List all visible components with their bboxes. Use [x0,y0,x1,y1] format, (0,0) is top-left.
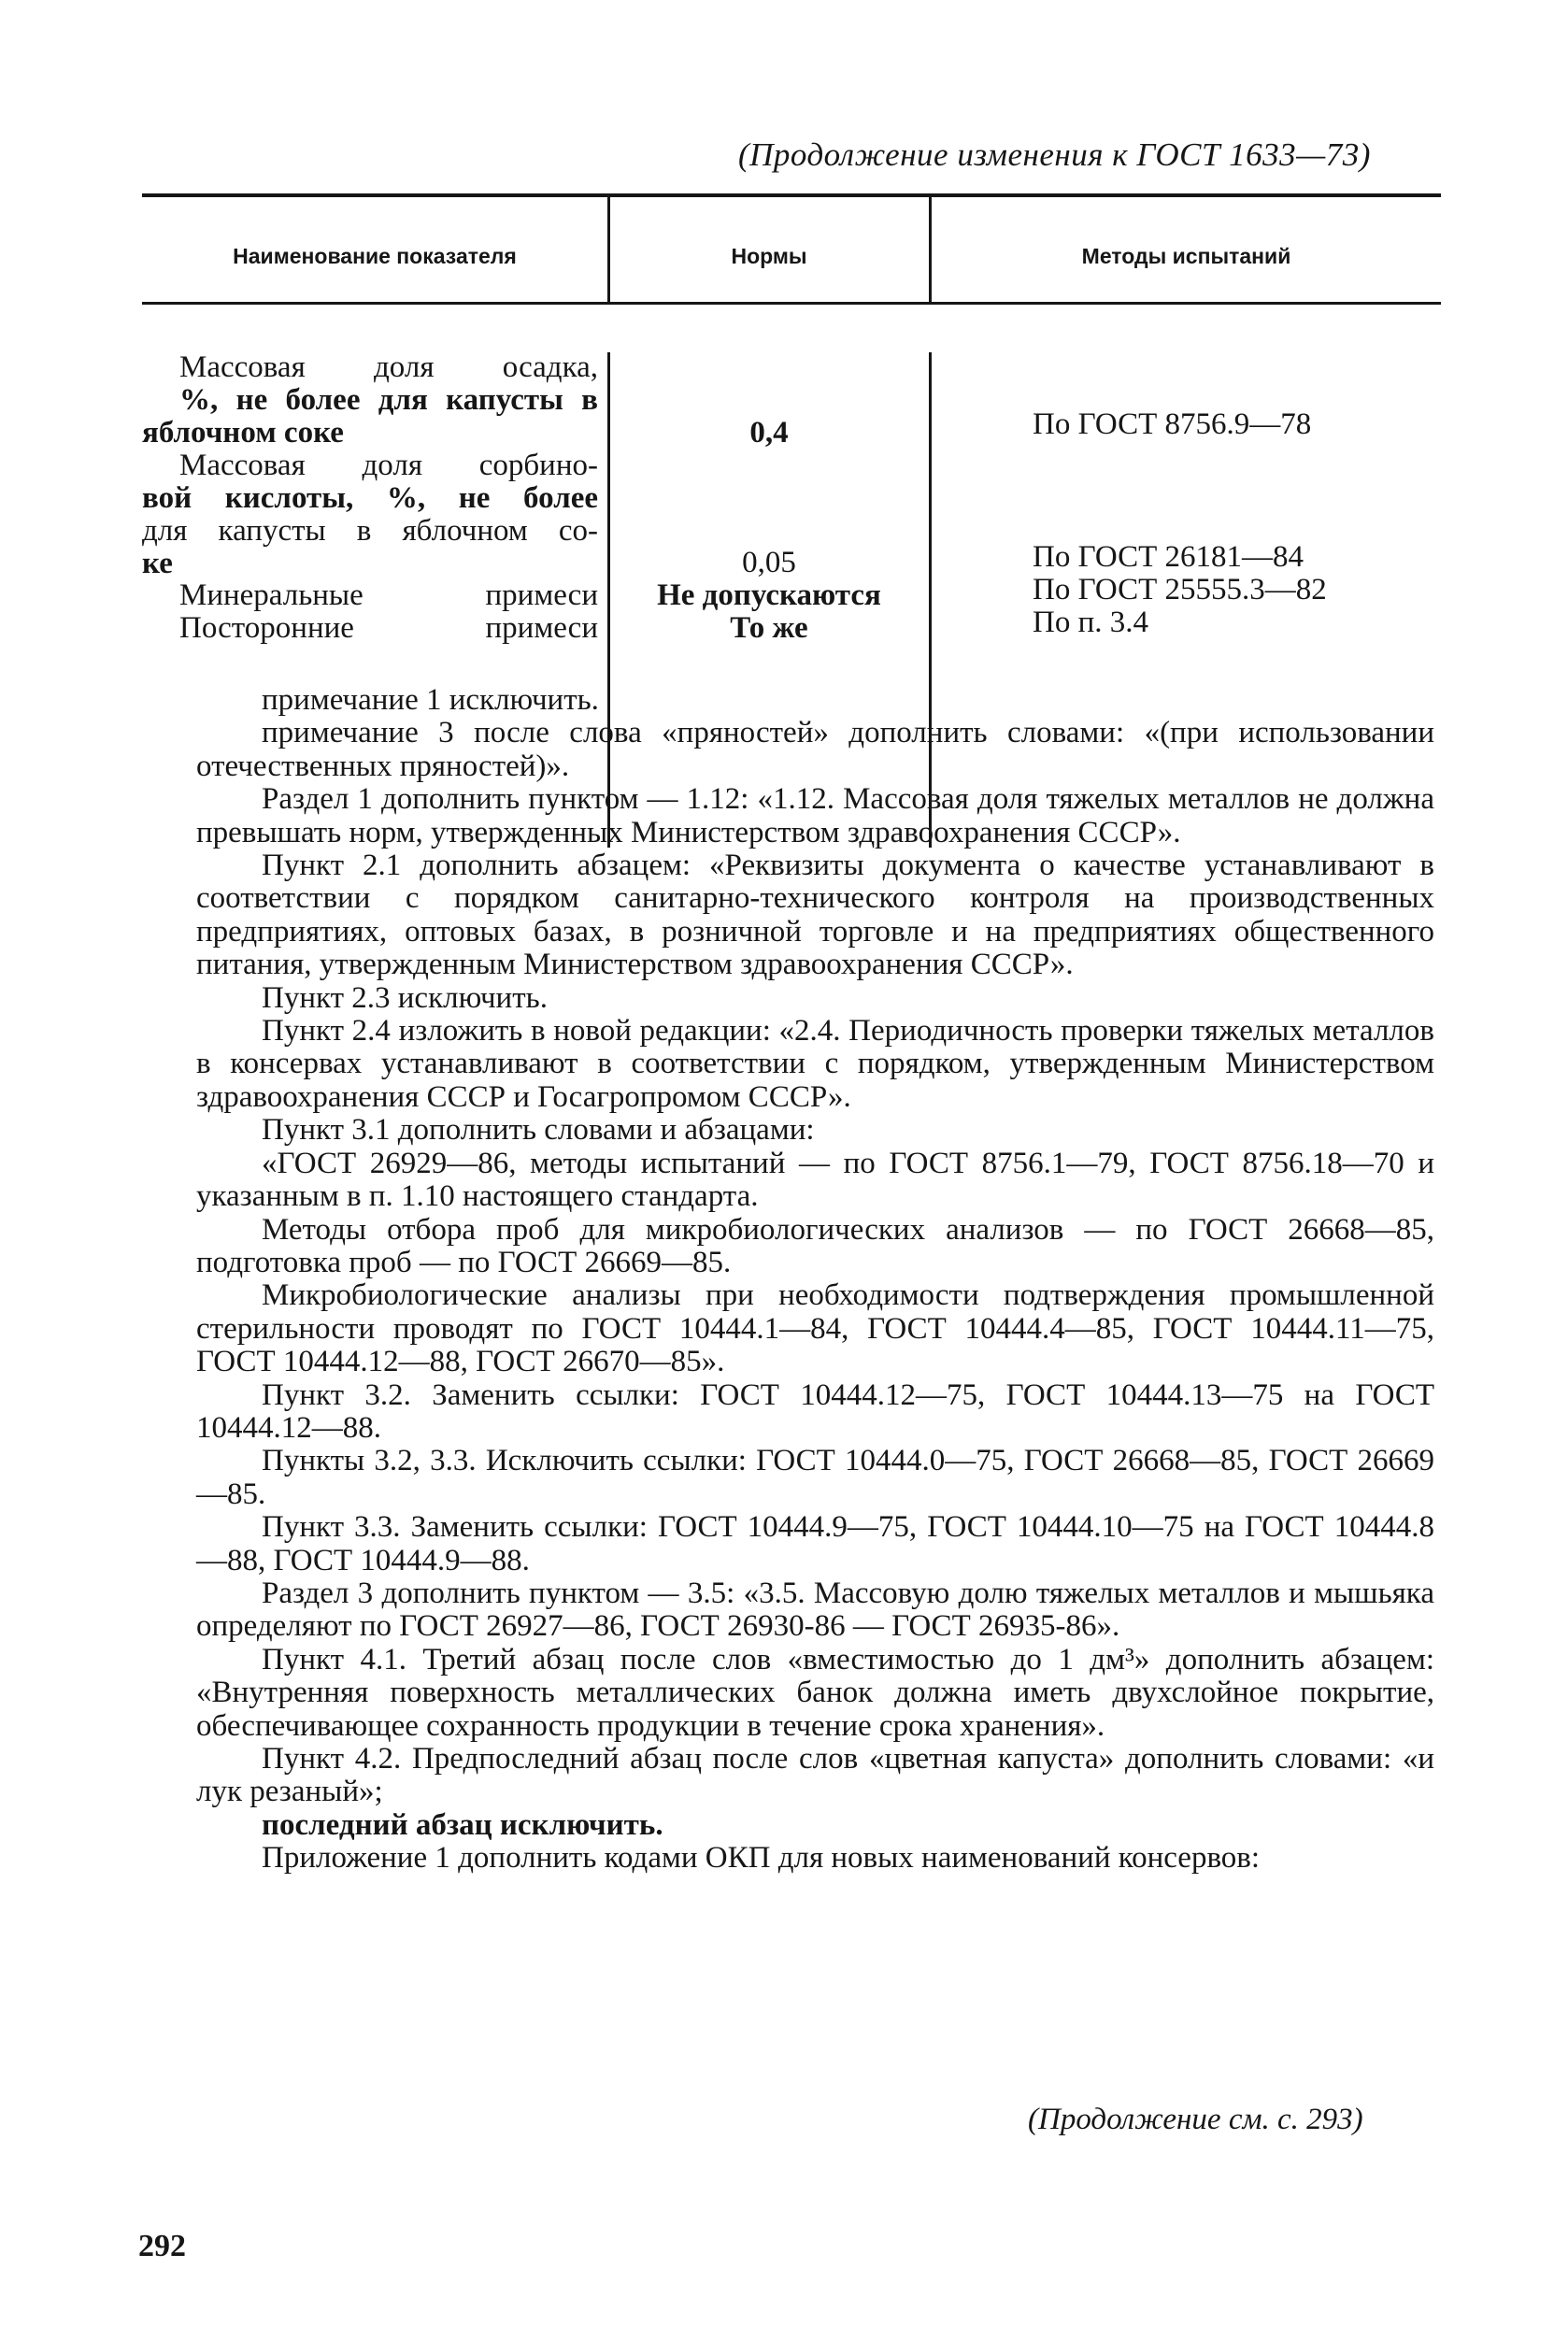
row-name-line: для капусты в яблочном со- [142,514,598,548]
header-test-methods: Методы испытаний [1081,244,1291,268]
row-method: По п. 3.4 [1033,606,1148,639]
row-name-line: Минеральные примеси [179,578,598,612]
paragraph: примечание 3 после слова «пряностей» дополнить словами: «(при использовании отечественных пряностей)». [196,716,1434,783]
paragraph: Пункт 3.2. Заменить ссылки: ГОСТ 10444.12—75, ГОСТ 10444.13—75 на ГОСТ 10444.12—88. [196,1377,1434,1445]
paragraph: Пункт 3.1 дополнить словами и абзацами: [262,1113,815,1148]
row-method: По ГОСТ 26181—84 [1033,540,1304,574]
row-name-line: яблочном соке [142,416,344,449]
table-header-rule [142,302,1441,305]
paragraph: Пункт 3.3. Заменить ссылки: ГОСТ 10444.9—75, ГОСТ 10444.10—75 на ГОСТ 10444.8—88, ГОСТ 10444.9—88. [196,1510,1434,1577]
paragraph: Пункты 3.2, 3.3. Исключить ссылки: ГОСТ 10444.0—75, ГОСТ 26668—85, ГОСТ 26669—85. [196,1444,1434,1511]
row-name-line: Массовая доля сорбино- [179,449,598,482]
row-name-line: Посторонние примеси [179,611,598,645]
row-norm: Не допускаются [657,578,881,612]
row-name-line: вой кислоты, %, не более [142,481,598,515]
paragraph: Методы отбора проб для микробиологических анализов — по ГОСТ 26668—85, подготовка проб — по ГОСТ 26669—85. [196,1212,1434,1279]
paragraph: Микробиологические анализы при необходимости подтверждения промышленной стерильности проводят по ГОСТ 10444.1—84, ГОСТ 10444.4—85, ГОСТ 10444.11—75, ГОСТ 10444.12—88, ГОСТ 26670—85». [196,1278,1434,1379]
page-number: 292 [138,2229,186,2263]
paragraph: примечание 1 исключить. [262,683,599,717]
paragraph: последний абзац исключить. [262,1807,663,1842]
row-method: По ГОСТ 25555.3—82 [1033,573,1327,606]
paragraph: «ГОСТ 26929—86, методы испытаний — по ГОСТ 8756.1—79, ГОСТ 8756.18—70 и указанным в п. 1.10 настоящего стандарта. [196,1146,1434,1214]
row-name-line: ке [142,547,173,580]
row-name-line: %, не более для капусты в [179,383,598,417]
paragraph: Пункт 2.1 дополнить абзацем: «Реквизиты документа о качестве устанавливают в соответствии с порядком санитарно-технического контроля на производственных предприятиях, оптовых базах, в розничной торговле и на предприятиях общественного питания, утвержденным Министерством здравоохранения СССР». [196,849,1434,982]
row-norm: 0,05 [742,546,796,579]
row-method: По ГОСТ 8756.9—78 [1033,407,1312,441]
row-name-line: Массовая доля осадка, [179,350,598,384]
paragraph: Пункт 2.4 изложить в новой редакции: «2.4. Периодичность проверки тяжелых металлов в консервах устанавливают в соответствии с порядком, утвержденным Министерством здравоохранения СССР и Госагропромом СССР». [196,1014,1434,1114]
header-norms: Нормы [731,244,807,268]
row-norm: 0,4 [749,416,789,449]
table-top-rule [142,193,1441,197]
header-indicator-name: Наименование показателя [233,244,517,268]
amendment-text [196,684,1434,1876]
running-head: (Продолжение изменения к ГОСТ 1633—73) [738,136,1371,173]
paragraph: Приложение 1 дополнить кодами ОКП для новых наименований консервов: [262,1841,1261,1876]
paragraph: Пункт 4.2. Предпоследний абзац после слов «цветная капуста» дополнить словами: «и лук резаный»; [196,1742,1434,1809]
continued-note: (Продолжение см. с. 293) [1028,2103,1363,2136]
paragraph: Пункт 2.3 исключить. [262,980,548,1015]
paragraph: Раздел 1 дополнить пунктом — 1.12: «1.12. Массовая доля тяжелых металлов не должна превышать норм, утвержденных Министерством здравоохранения СССР». [196,782,1434,849]
paragraph: Раздел 3 дополнить пунктом — 3.5: «3.5. Массовую долю тяжелых металлов и мышьяка определяют по ГОСТ 26927—86, ГОСТ 26930-86 — ГОСТ 26935-86». [196,1576,1434,1644]
paragraph: Пункт 4.1. Третий абзац после слов «вместимостью до 1 дм³» дополнить абзацем: «Внутренняя поверхность металлических банок должна иметь двухслойное покрытие, обеспечивающее сохранность продукции в течение срока хранения». [196,1642,1434,1743]
row-norm: То же [730,611,808,645]
